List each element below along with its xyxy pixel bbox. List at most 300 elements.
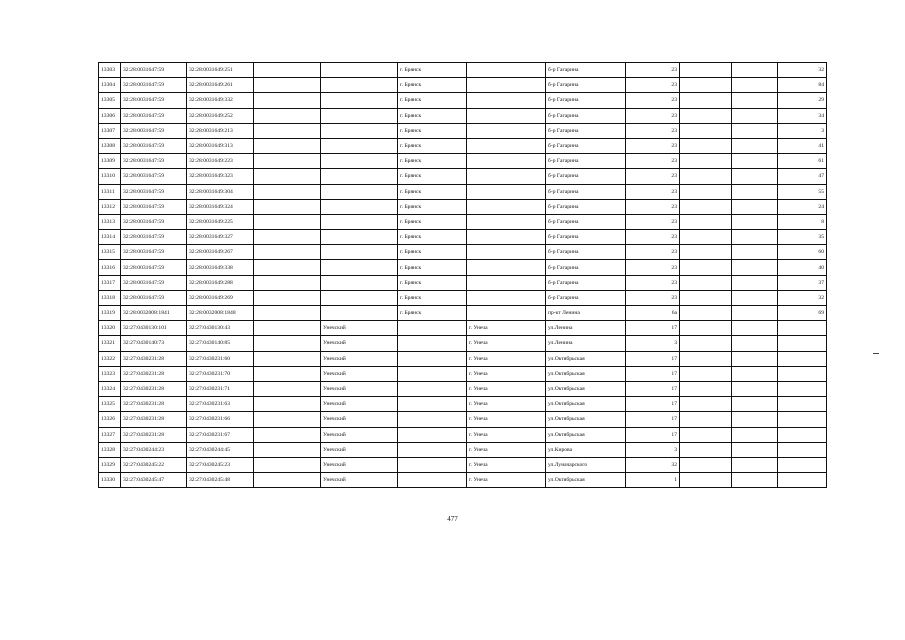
col-structure-cell [732,93,778,108]
page-number: 477 [447,515,458,523]
register-table [98,62,827,488]
col-region-cell [254,63,321,78]
apartment-cell [778,351,827,366]
apartment-cell: 24 [778,199,827,214]
town-cell: г. Унеча [467,366,546,381]
district-cell [321,306,398,321]
parcel-number-cell: 32:28:0031647:59 [121,290,187,305]
col-region-cell [254,230,321,245]
city-cell: г. Брянск [398,138,467,153]
town-cell: г. Унеча [467,397,546,412]
col-region-cell [254,184,321,199]
table-row [99,154,827,169]
apartment-cell [778,366,827,381]
street-cell: ул.Ленина [546,336,626,351]
object-number-cell: 32:28:0031649:261 [187,78,254,93]
col-region-cell [254,457,321,472]
house-cell: 1 [626,473,680,488]
parcel-number-cell: 32:28:0031647:59 [121,138,187,153]
district-cell [321,169,398,184]
col-building-cell [680,93,732,108]
city-cell: г. Брянск [398,154,467,169]
object-number-cell: 32:27:0430231:67 [187,427,254,442]
town-cell: г. Унеча [467,473,546,488]
row-number-cell: 13314 [99,230,121,245]
col-building-cell [680,306,732,321]
col-region-cell [254,473,321,488]
house-cell: 23 [626,260,680,275]
col-building-cell [680,473,732,488]
col-building-cell [680,321,732,336]
house-cell: 3 [626,336,680,351]
col-building-cell [680,78,732,93]
row-number-cell: 13325 [99,397,121,412]
apartment-cell: 61 [778,154,827,169]
col-structure-cell [732,275,778,290]
parcel-number-cell: 32:27:0430231:28 [121,366,187,381]
col-building-cell [680,412,732,427]
house-cell: 23 [626,290,680,305]
table-row [99,169,827,184]
street-cell: б-р Гагарина [546,78,626,93]
city-cell [398,381,467,396]
col-building-cell [680,275,732,290]
col-building-cell [680,366,732,381]
house-cell: 3 [626,442,680,457]
object-number-cell: 32:27:0430244:45 [187,442,254,457]
district-cell: Унечский [321,351,398,366]
city-cell: г. Брянск [398,108,467,123]
col-region-cell [254,245,321,260]
row-number-cell: 13328 [99,442,121,457]
col-structure-cell [732,123,778,138]
house-cell: 23 [626,199,680,214]
col-structure-cell [732,351,778,366]
town-cell: г. Унеча [467,412,546,427]
town-cell [467,199,546,214]
row-number-cell: 13305 [99,93,121,108]
col-region-cell [254,442,321,457]
house-cell: 23 [626,108,680,123]
col-region-cell [254,306,321,321]
apartment-cell [778,427,827,442]
table-row [99,366,827,381]
object-number-cell: 32:28:0031649:288 [187,275,254,290]
table-row [99,397,827,412]
district-cell: Унечский [321,457,398,472]
apartment-cell: 84 [778,78,827,93]
city-cell: г. Брянск [398,199,467,214]
city-cell: г. Брянск [398,260,467,275]
house-cell: 17 [626,321,680,336]
city-cell [398,321,467,336]
district-cell: Унечский [321,397,398,412]
house-cell: 23 [626,78,680,93]
table-row [99,275,827,290]
table-row [99,63,827,78]
col-building-cell [680,381,732,396]
col-structure-cell [732,230,778,245]
row-number-cell: 13318 [99,290,121,305]
apartment-cell: 37 [778,275,827,290]
row-number-cell: 13307 [99,123,121,138]
table-row [99,351,827,366]
district-cell [321,184,398,199]
street-cell: б-р Гагарина [546,154,626,169]
apartment-cell: 47 [778,169,827,184]
col-structure-cell [732,457,778,472]
street-cell: ул.Луначарского [546,457,626,472]
table-row [99,184,827,199]
row-number-cell: 13326 [99,412,121,427]
house-cell: 17 [626,427,680,442]
object-number-cell: 32:28:0031649:327 [187,230,254,245]
col-building-cell [680,123,732,138]
col-region-cell [254,275,321,290]
col-region-cell [254,381,321,396]
house-cell: 23 [626,169,680,184]
parcel-number-cell: 32:27:0430231:28 [121,351,187,366]
city-cell: г. Брянск [398,290,467,305]
apartment-cell: 55 [778,184,827,199]
object-number-cell: 32:28:0031649:323 [187,169,254,184]
apartment-cell: 60 [778,245,827,260]
street-cell: б-р Гагарина [546,184,626,199]
parcel-number-cell: 32:27:0430140:73 [121,336,187,351]
street-cell: б-р Гагарина [546,93,626,108]
parcel-number-cell: 32:28:0031647:59 [121,214,187,229]
object-number-cell: 32:27:0430245:48 [187,473,254,488]
row-number-cell: 13330 [99,473,121,488]
parcel-number-cell: 32:28:0031647:59 [121,78,187,93]
parcel-number-cell: 32:27:0430130:101 [121,321,187,336]
object-number-cell: 32:28:0031649:338 [187,260,254,275]
parcel-number-cell: 32:28:0031647:59 [121,108,187,123]
city-cell [398,457,467,472]
object-number-cell: 32:28:0031649:251 [187,63,254,78]
city-cell [398,336,467,351]
object-number-cell: 32:28:0031649:213 [187,123,254,138]
town-cell: г. Унеча [467,336,546,351]
apartment-cell: 32 [778,290,827,305]
col-structure-cell [732,108,778,123]
city-cell: г. Брянск [398,306,467,321]
row-number-cell: 13319 [99,306,121,321]
apartment-cell [778,397,827,412]
town-cell [467,93,546,108]
town-cell [467,260,546,275]
parcel-number-cell: 32:28:0031647:59 [121,169,187,184]
house-cell: 17 [626,412,680,427]
parcel-number-cell: 32:28:0031647:59 [121,275,187,290]
town-cell [467,138,546,153]
col-building-cell [680,169,732,184]
town-cell [467,108,546,123]
house-cell: 32 [626,457,680,472]
street-cell: б-р Гагарина [546,63,626,78]
parcel-number-cell: 32:27:0430245:47 [121,473,187,488]
col-structure-cell [732,473,778,488]
town-cell: г. Унеча [467,442,546,457]
house-cell: 17 [626,381,680,396]
town-cell [467,78,546,93]
table-row [99,336,827,351]
apartment-cell [778,381,827,396]
district-cell [321,123,398,138]
col-region-cell [254,93,321,108]
street-cell: б-р Гагарина [546,138,626,153]
district-cell [321,275,398,290]
district-cell: Унечский [321,321,398,336]
street-cell: ул.Октябрьская [546,366,626,381]
town-cell: г. Унеча [467,321,546,336]
register-table-body [99,63,827,488]
table-row [99,78,827,93]
street-cell: ул.Октябрьская [546,427,626,442]
col-region-cell [254,260,321,275]
city-cell: г. Брянск [398,230,467,245]
street-cell: б-р Гагарина [546,245,626,260]
row-number-cell: 13303 [99,63,121,78]
col-building-cell [680,351,732,366]
col-building-cell [680,184,732,199]
table-row [99,457,827,472]
street-cell: ул.Октябрьская [546,381,626,396]
col-region-cell [254,321,321,336]
col-region-cell [254,78,321,93]
house-cell: 17 [626,366,680,381]
town-cell [467,306,546,321]
parcel-number-cell: 32:27:0430231:28 [121,412,187,427]
city-cell [398,366,467,381]
street-cell: ул.Ленина [546,321,626,336]
apartment-cell [778,412,827,427]
row-number-cell: 13304 [99,78,121,93]
town-cell [467,169,546,184]
district-cell [321,63,398,78]
apartment-cell: 40 [778,260,827,275]
street-cell: б-р Гагарина [546,214,626,229]
house-cell: 17 [626,351,680,366]
col-region-cell [254,366,321,381]
town-cell [467,63,546,78]
row-number-cell: 13306 [99,108,121,123]
col-structure-cell [732,184,778,199]
col-building-cell [680,154,732,169]
object-number-cell: 32:28:0032008:1848 [187,306,254,321]
col-region-cell [254,123,321,138]
parcel-number-cell: 32:28:0031647:59 [121,199,187,214]
apartment-cell [778,321,827,336]
col-building-cell [680,108,732,123]
apartment-cell [778,336,827,351]
town-cell [467,290,546,305]
town-cell [467,214,546,229]
city-cell: г. Брянск [398,275,467,290]
col-structure-cell [732,397,778,412]
row-number-cell: 13324 [99,381,121,396]
parcel-number-cell: 32:27:0430231:28 [121,427,187,442]
city-cell [398,442,467,457]
col-structure-cell [732,442,778,457]
street-cell: ул.Октябрьская [546,397,626,412]
col-structure-cell [732,290,778,305]
parcel-number-cell: 32:27:0430231:28 [121,381,187,396]
object-number-cell: 32:28:0031649:225 [187,214,254,229]
row-number-cell: 13313 [99,214,121,229]
district-cell [321,138,398,153]
col-building-cell [680,63,732,78]
row-number-cell: 13312 [99,199,121,214]
parcel-number-cell: 32:27:0430245:22 [121,457,187,472]
table-row [99,260,827,275]
house-cell: 23 [626,154,680,169]
object-number-cell: 32:27:0430231:71 [187,381,254,396]
district-cell [321,214,398,229]
col-structure-cell [732,214,778,229]
apartment-cell: 8 [778,214,827,229]
col-structure-cell [732,321,778,336]
district-cell [321,154,398,169]
apartment-cell: 29 [778,93,827,108]
col-region-cell [254,427,321,442]
object-number-cell: 32:28:0031649:267 [187,245,254,260]
col-structure-cell [732,381,778,396]
district-cell: Унечский [321,336,398,351]
apartment-cell: 34 [778,108,827,123]
district-cell [321,199,398,214]
town-cell [467,275,546,290]
row-number-cell: 13327 [99,427,121,442]
row-number-cell: 13316 [99,260,121,275]
street-cell: б-р Гагарина [546,230,626,245]
col-structure-cell [732,199,778,214]
col-region-cell [254,108,321,123]
col-building-cell [680,138,732,153]
parcel-number-cell: 32:28:0031647:59 [121,154,187,169]
town-cell [467,230,546,245]
object-number-cell: 32:27:0430231:66 [187,412,254,427]
table-row [99,381,827,396]
row-number-cell: 13315 [99,245,121,260]
house-cell: 23 [626,123,680,138]
house-cell: 23 [626,230,680,245]
town-cell: г. Унеча [467,351,546,366]
city-cell: г. Брянск [398,93,467,108]
town-cell: г. Унеча [467,381,546,396]
parcel-number-cell: 32:28:0031647:59 [121,184,187,199]
city-cell: г. Брянск [398,78,467,93]
apartment-cell: 3 [778,123,827,138]
col-structure-cell [732,78,778,93]
col-building-cell [680,245,732,260]
row-number-cell: 13323 [99,366,121,381]
col-building-cell [680,290,732,305]
row-number-cell: 13329 [99,457,121,472]
street-cell: ул.Октябрьская [546,351,626,366]
col-structure-cell [732,336,778,351]
table-row [99,412,827,427]
district-cell [321,260,398,275]
house-cell: 23 [626,138,680,153]
col-structure-cell [732,412,778,427]
town-cell [467,123,546,138]
parcel-number-cell: 32:28:0031647:59 [121,93,187,108]
city-cell: г. Брянск [398,214,467,229]
col-region-cell [254,290,321,305]
table-row [99,123,827,138]
row-number-cell: 13308 [99,138,121,153]
parcel-number-cell: 32:28:0031647:59 [121,123,187,138]
city-cell: г. Брянск [398,245,467,260]
apartment-cell: 69 [778,306,827,321]
object-number-cell: 32:27:0430245:23 [187,457,254,472]
row-number-cell: 13310 [99,169,121,184]
table-row [99,93,827,108]
col-building-cell [680,397,732,412]
city-cell: г. Брянск [398,63,467,78]
house-cell: 23 [626,275,680,290]
col-structure-cell [732,138,778,153]
district-cell: Унечский [321,412,398,427]
col-region-cell [254,214,321,229]
house-cell: 17 [626,397,680,412]
col-building-cell [680,230,732,245]
object-number-cell: 32:28:0031649:269 [187,290,254,305]
col-building-cell [680,457,732,472]
street-cell: б-р Гагарина [546,169,626,184]
object-number-cell: 32:28:0031649:223 [187,154,254,169]
city-cell: г. Брянск [398,123,467,138]
col-region-cell [254,199,321,214]
city-cell: г. Брянск [398,184,467,199]
table-row [99,245,827,260]
town-cell [467,154,546,169]
table-row [99,442,827,457]
town-cell: г. Унеча [467,457,546,472]
street-cell: б-р Гагарина [546,123,626,138]
parcel-number-cell: 32:27:0430231:28 [121,397,187,412]
street-cell: ул.Октябрьская [546,412,626,427]
object-number-cell: 32:28:0031649:332 [187,93,254,108]
col-building-cell [680,427,732,442]
town-cell: г. Унеча [467,427,546,442]
street-cell: б-р Гагарина [546,275,626,290]
house-cell: 6а [626,306,680,321]
col-building-cell [680,336,732,351]
row-number-cell: 13317 [99,275,121,290]
col-region-cell [254,397,321,412]
row-number-cell: 13311 [99,184,121,199]
city-cell [398,351,467,366]
row-number-cell: 13309 [99,154,121,169]
parcel-number-cell: 32:28:0031647:59 [121,245,187,260]
row-number-cell: 13322 [99,351,121,366]
district-cell [321,78,398,93]
col-region-cell [254,138,321,153]
col-region-cell [254,412,321,427]
apartment-cell [778,442,827,457]
col-structure-cell [732,427,778,442]
table-row [99,230,827,245]
table-row [99,321,827,336]
col-building-cell [680,214,732,229]
apartment-cell [778,457,827,472]
parcel-number-cell: 32:27:0430244:23 [121,442,187,457]
object-number-cell: 32:28:0031649:304 [187,184,254,199]
table-row [99,290,827,305]
parcel-number-cell: 32:28:0031647:59 [121,260,187,275]
